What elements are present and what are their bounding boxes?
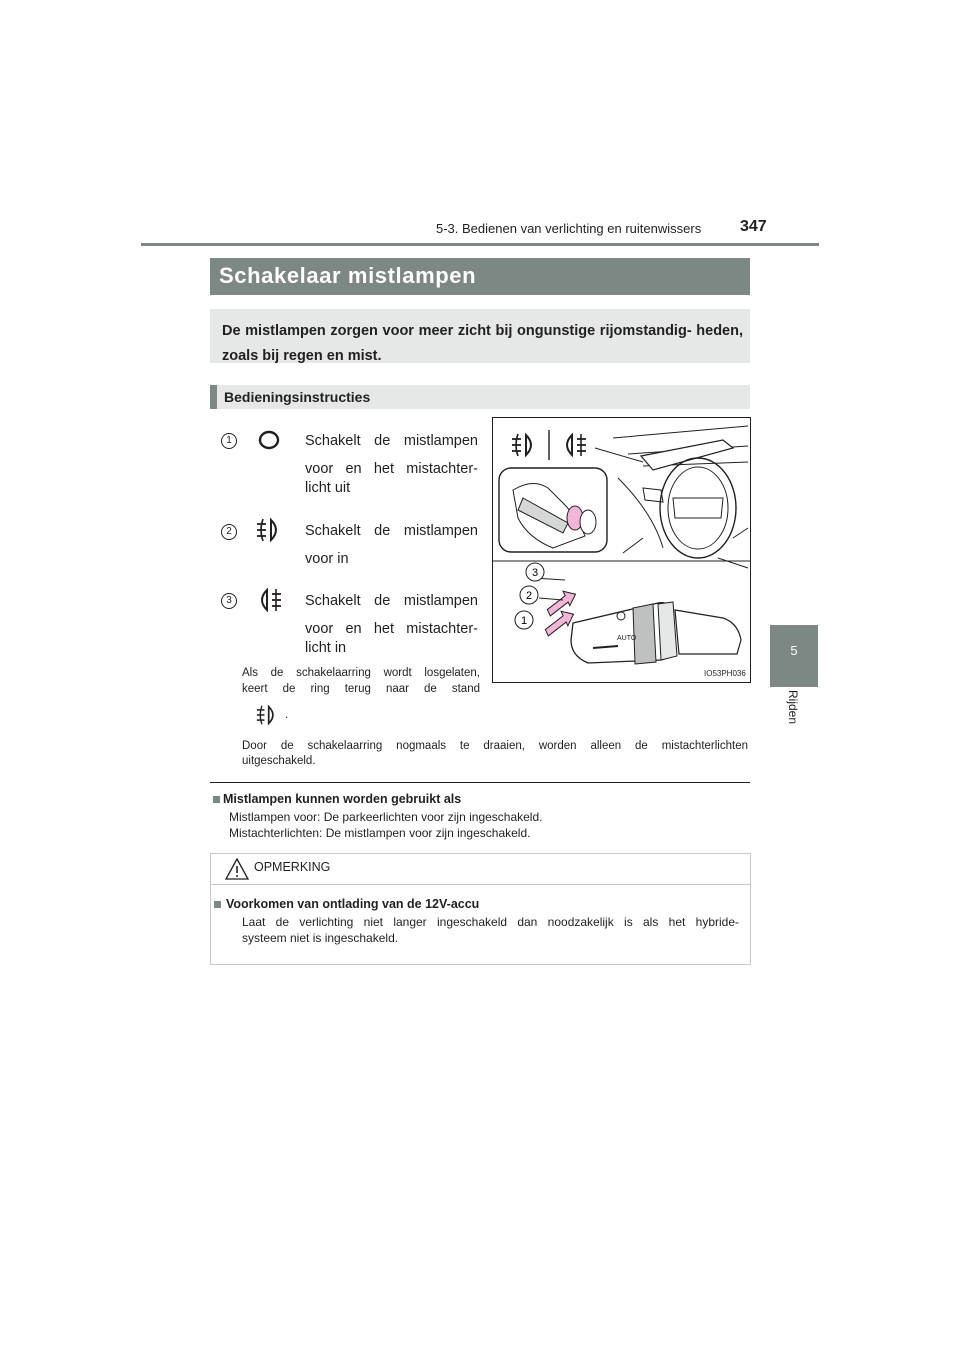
step-3-line2: voor en het mistachter- [305, 621, 478, 637]
callout-2: 2 [525, 590, 533, 602]
step-1-line1: Schakelt de mistlampen [305, 433, 478, 449]
fog-icons-strip [507, 428, 593, 462]
notice-heading: Voorkomen van ontlading van de 12V-accu [226, 897, 480, 911]
step-number-2: 2 [221, 524, 237, 540]
again-note-line1: Door de schakelaarring nogmaals te draaien, worden alleen de mistachterlichten [242, 740, 748, 752]
step-number-1: 1 [221, 433, 237, 449]
chapter-label-wrap [786, 690, 802, 750]
step-1-line3: licht uit [305, 480, 351, 496]
intro-box [210, 309, 750, 363]
chapter-label: Rijden [786, 690, 800, 725]
bullet-square [214, 901, 221, 908]
step-3-line3: licht in [305, 640, 347, 656]
notice-line2: systeem niet is ingeschakeld. [242, 931, 399, 945]
notice-label: OPMERKING [254, 860, 331, 874]
page-title-bar [210, 258, 750, 295]
page-number: 347 [740, 218, 767, 235]
usage-line1: Mistlampen voor: De parkeerlichten voor zijn ingeschakeld. [229, 810, 543, 824]
subheading-accent [210, 385, 217, 409]
callout-3: 3 [531, 567, 539, 579]
front-fog-lamp-icon [254, 517, 284, 543]
warning-triangle-icon [224, 857, 250, 881]
section-divider [210, 782, 750, 783]
intro-text: De mistlampen zorgen voor meer zicht bij ongunstige rijomstandig- heden, zoals bij regen en mist. [222, 323, 743, 364]
usage-line2: Mistachterlichten: De mistlampen voor zijn ingeschakeld. [229, 826, 531, 840]
chapter-tab [770, 625, 818, 687]
step-3-line1: Schakelt de mistlampen [305, 593, 478, 609]
step-2-line2: voor in [305, 551, 349, 567]
release-note-line1: Als de schakelaarring wordt losgelaten, [242, 667, 480, 679]
subheading: Bedieningsinstructies [224, 389, 371, 405]
rear-fog-lamp-icon [254, 587, 284, 613]
page-title: Schakelaar mistlampen [219, 263, 477, 288]
step-1-line2: voor en het mistachter- [305, 461, 478, 477]
step-2-line1: Schakelt de mistlampen [305, 523, 478, 539]
bullet-square [213, 796, 220, 803]
step-number-3: 3 [221, 593, 237, 609]
release-note-line2: keert de ring terug naar de stand [242, 683, 480, 695]
switch-label-auto: AUTO [617, 635, 637, 642]
usage-heading: Mistlampen kunnen worden gebruikt als [223, 792, 462, 806]
front-fog-lamp-icon [254, 704, 280, 726]
subheading-bar [210, 385, 750, 409]
release-note-suffix: . [285, 709, 289, 721]
again-note-line2: uitgeschakeld. [242, 755, 316, 767]
header-rule [141, 243, 819, 246]
callout-1: 1 [520, 615, 528, 627]
off-circle-icon [256, 428, 282, 452]
notice-divider [211, 884, 750, 885]
notice-line1: Laat de verlichting niet langer ingeschakeld dan noodzakelijk is als het hybride- [242, 915, 739, 929]
figure-code: IO53PH036 [704, 669, 746, 678]
section-header: 5-3. Bedienen van verlichting en ruitenwissers [436, 221, 702, 236]
fog-switch-figure [492, 417, 751, 683]
chapter-number: 5 [790, 643, 798, 658]
